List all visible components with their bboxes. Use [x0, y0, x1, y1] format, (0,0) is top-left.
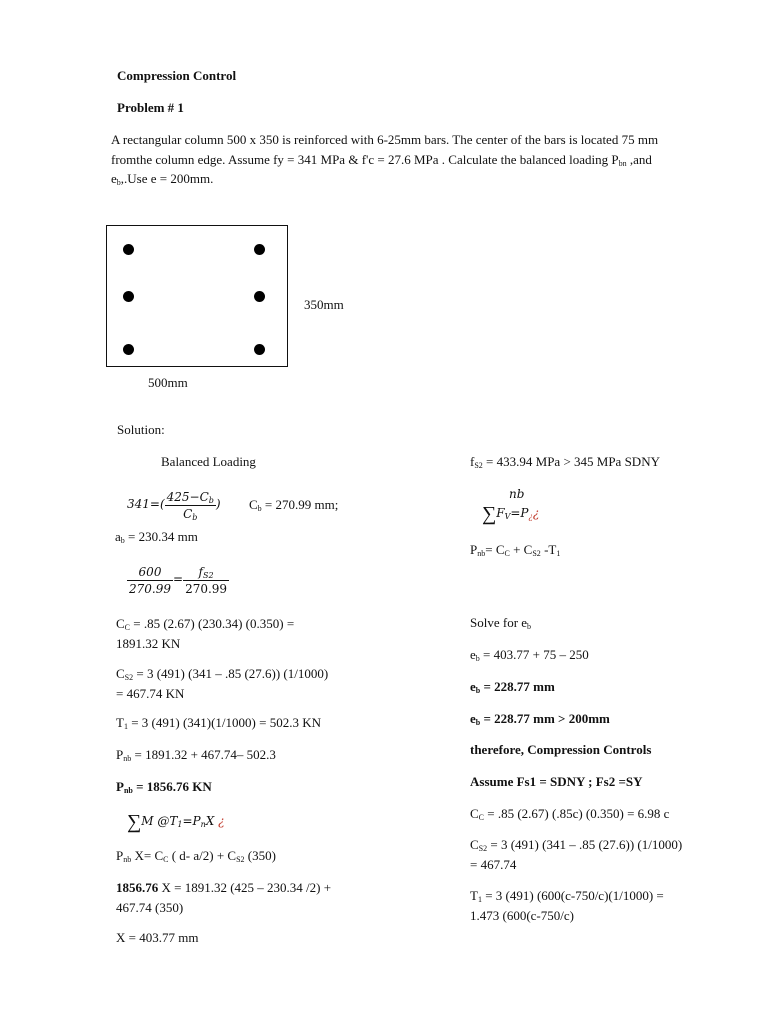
pnb-sum: $P_{nb} = 1891.32 + 467.74-$ 502.3: [116, 747, 276, 763]
width-dimension-label: 500mm: [148, 375, 188, 390]
rebar-dot: [123, 244, 134, 255]
fs2-result: $f_{S2} = 433.94$ MPa > 345 MPa SDNY: [470, 454, 660, 470]
eb-result: $e_b = 228.77$ mm: [470, 679, 555, 695]
rebar-dot: [254, 344, 265, 355]
eb-comparison: $e_b = 228.77$ mm > 200mm: [470, 711, 610, 727]
pnb-result: $P_{nb} = 1856.76$ KN: [116, 779, 212, 795]
conclusion: therefore, Compression Controls: [470, 742, 652, 757]
problem-line-1: A rectangular column 500 x 350 is reinforced with 6-25mm bars. The center of the bars is located 75 mm: [111, 132, 659, 147]
problem-line-3: $e_b,.Use$ e = 200mm.: [111, 171, 214, 187]
ab-result: $a_b = 230.34$ mm: [115, 529, 198, 545]
cs2-expression: $C_{S2} = 3$ (491) (341 – .85 (27.6)) (1/1000) = 467.74: [470, 837, 683, 872]
cc-expression: $C_C = .85$ (2.67) (.85c) (0.350) = 6.98 c: [470, 806, 670, 822]
moment-substitution: 1856.76 X = 1891.32 (425 – 230.34 /2) + 467.74 (350): [116, 880, 332, 915]
rebar-dot: [123, 344, 134, 355]
pnb-components: $P_{nb}= C_C + C_{S2}$ $-T_1$: [470, 542, 561, 558]
page-title: Compression Control: [117, 68, 237, 83]
balanced-loading-heading: Balanced Loading: [161, 454, 256, 469]
cs2-calculation: $C_{S2} = 3$ (491) (341 – .85 (27.6)) (1/1000) = 467.74 KN: [116, 666, 329, 701]
x-result: X = 403.77 mm: [116, 930, 199, 945]
cb-result: $C_b = 270.99$ mm;: [249, 497, 339, 513]
height-dimension-label: 350mm: [304, 297, 344, 312]
column-cross-section-diagram: [106, 225, 288, 367]
moment-equation: ∑M $@T_1=P_nX$ ¿: [127, 811, 225, 834]
rebar-dot: [254, 291, 265, 302]
solution-label: Solution:: [117, 422, 165, 437]
balance-equation: 341=( $\frac{425-C_b}{C_b}$ ): [127, 489, 221, 522]
eb-calculation: $e_b = 403.77 + 75 - 250$: [470, 647, 589, 663]
t1-expression: $T_1 = 3$ (491) (600(c-750/c)(1/1000) = 1.473 (600(c-750/c): [470, 888, 664, 923]
sum-superscript: nb: [509, 487, 525, 501]
t1-calculation: $T_1 = 3$ (491) (341)(1/1000) = 502.3 KN: [116, 715, 321, 731]
problem-label: Problem # 1: [117, 100, 184, 115]
force-sum-equation: $\sum F_V=P_¿¿$: [482, 503, 540, 526]
strain-ratio-equation: $\frac{600}{270.99}$ = $\frac{f_{S2}}{270.99}$: [129, 564, 228, 596]
rebar-dot: [123, 291, 134, 302]
rebar-dot: [254, 244, 265, 255]
solve-for-eb: Solve for $e_b$: [470, 615, 532, 631]
moment-arm-equation: $P_{nb}$ $X= C_C$ ( d- $a/2) + C_{S2}$ (350): [116, 848, 276, 864]
cc-calculation: $C_C = .85$ (2.67) (230.34) (0.350) = 1891.32 KN: [116, 616, 295, 651]
problem-line-2: fromthe column edge. Assume fy = 341 MPa & f'c = 27.6 MPa . Calculate the balanced loading $P_{bn}$ ,and: [111, 152, 652, 168]
assumption: Assume Fs1 = SDNY ; Fs2 =SY: [470, 774, 643, 789]
